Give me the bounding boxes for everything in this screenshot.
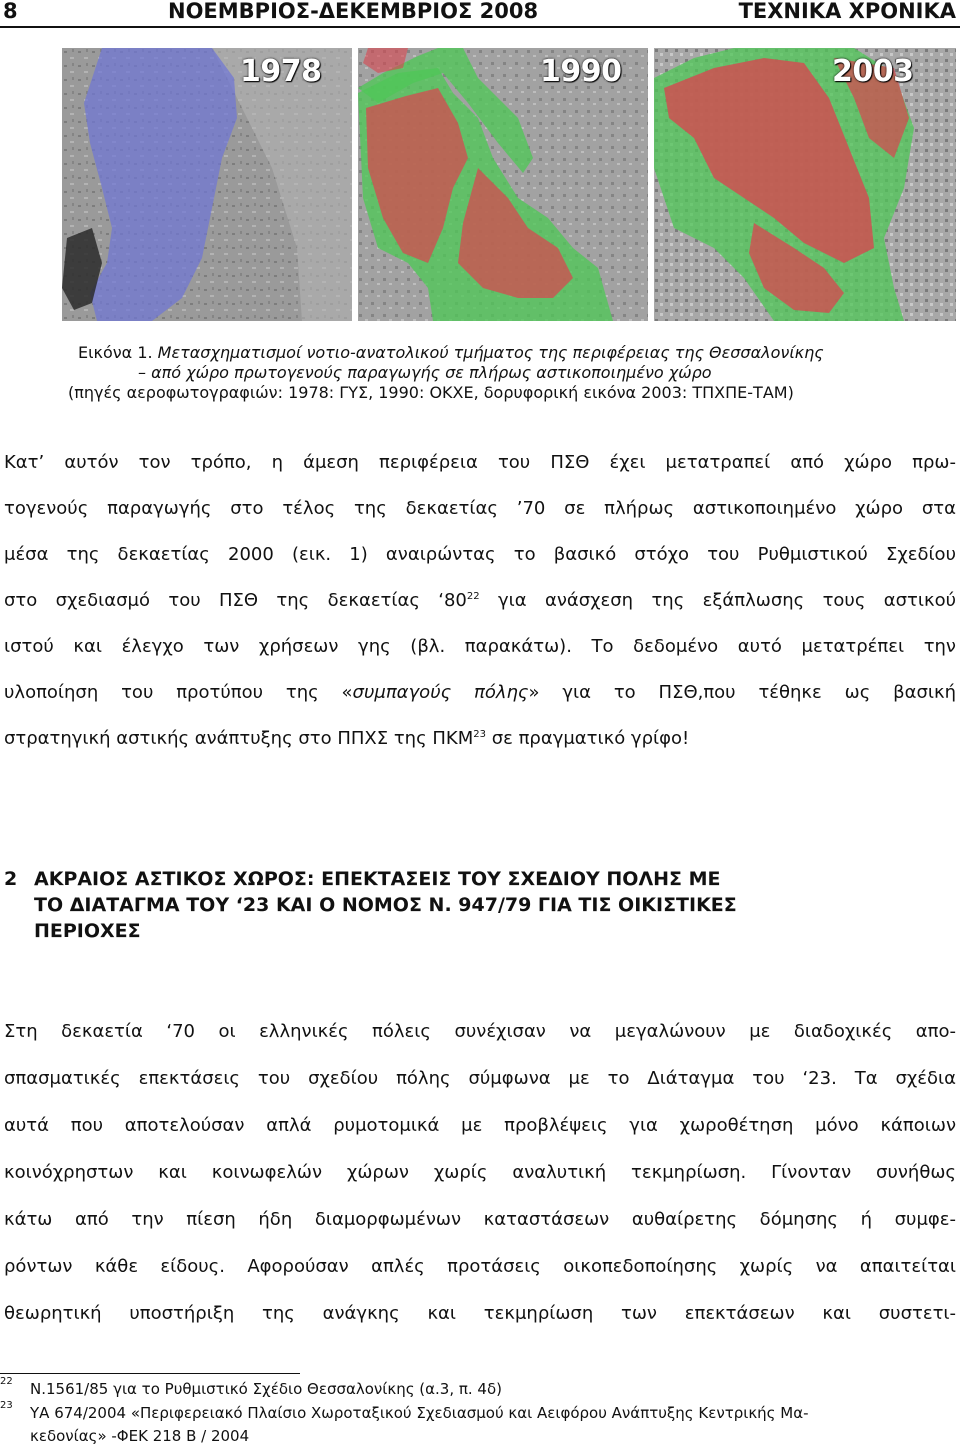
paragraph-line: αυτά που αποτελούσαν απλά ρυμοτομικά με προβλέψεις για χωροθέτηση μόνο κάποιων xyxy=(4,1115,956,1136)
section-number: 2 xyxy=(4,868,18,890)
emphasis-term: συμπαγούς πόλης xyxy=(352,682,529,703)
footnote-text-cont: κεδονίας» -ΦΕΚ 218 Β / 2004 xyxy=(30,1427,250,1445)
footnote-ref: 22 xyxy=(466,591,480,602)
paragraph-line: ρόντων κάθε είδους. Αφορούσαν απλές προτάσεις οικοπεδοποίησης χωρίς να απαιτείται xyxy=(4,1256,956,1277)
aerial-panel-1990 xyxy=(358,48,648,321)
journal-name: ΤΕΧΝΙΚΑ ΧΡΟΝΙΚΑ xyxy=(738,0,956,23)
footnote-rule xyxy=(0,1373,300,1374)
header-rule xyxy=(0,26,960,28)
aerial-panel-1978 xyxy=(62,48,352,321)
aerial-photo-figure xyxy=(62,48,956,321)
caption-label: Εικόνα 1. xyxy=(78,343,153,362)
paragraph-line: θεωρητική υποστήριξη της ανάγκης και τεκμηρίωση των επεκτάσεων και συστετι- xyxy=(4,1303,956,1324)
paragraph-line: μέσα της δεκαετίας 2000 (εικ. 1) αναιρώντας το βασικό στόχο του Ρυθμιστικού Σχεδίου xyxy=(4,544,956,565)
paragraph-line: κοινόχρηστων και κοινωφελών χώρων χωρίς αναλυτική τεκμηρίωση. Γίνονταν συνήθως xyxy=(4,1162,956,1183)
aerial-panel-2003 xyxy=(654,48,956,321)
caption-title-cont: – από χώρο πρωτογενούς παραγωγής σε πλήρως αστικοποιημένο χώρο xyxy=(138,363,712,382)
paragraph-line: κάτω από την πίεση ήδη διαμορφωμένων καταστάσεων αυθαίρετης δόμησης ή συμφε- xyxy=(4,1209,956,1230)
paragraph-line: υλοποίηση του προτύπου της «συμπαγούς πόλης» για το ΠΣΘ,που τέθηκε ως βασική xyxy=(4,682,956,703)
caption-title: Μετασχηματισμοί νοτιο-ανατολικού τμήματος της περιφέρειας της Θεσσαλονίκης xyxy=(157,343,824,362)
paragraph-line: σπασματικές επεκτάσεις του σχεδίου πόλης σύμφωνα με το Διάταγμα του ‘23. Τα σχέδια xyxy=(4,1068,956,1089)
issue-date: ΝΟΕΜΒΡΙΟΣ-ΔΕΚΕΜΒΡΙΟΣ 2008 xyxy=(168,0,539,23)
panel-year-label: 1990 xyxy=(540,54,622,89)
paragraph-line: τογενούς παραγωγής στο τέλος της δεκαετίας ’70 σε πλήρως αστικοποιημένο χώρο στα xyxy=(4,498,956,519)
section-title-line: ΠΕΡΙΟΧΕΣ xyxy=(34,920,141,942)
panel-year-label: 1978 xyxy=(240,54,322,89)
section-title-line: ΑΚΡΑΙΟΣ ΑΣΤΙΚΟΣ ΧΩΡΟΣ: ΕΠΕΚΤΑΣΕΙΣ ΤΟΥ ΣΧΕΔΙΟΥ ΠΟΛΗΣ ΜΕ xyxy=(34,868,721,890)
paragraph-line: Κατ’ αυτόν τον τρόπο, η άμεση περιφέρεια του ΠΣΘ έχει μετατραπεί από χώρο πρω- xyxy=(4,452,956,473)
paragraph-line: στρατηγική αστικής ανάπτυξης στο ΠΠΧΣ της ΠΚΜ$^{23}$ σε πραγματικό γρίφο! xyxy=(4,728,690,749)
footnote-text: ΥΑ 674/2004 «Περιφερειακό Πλαίσιο Χωροταξικού Σχεδιασμού και Αειφόρου Ανάπτυξης Κεντρικής Μα- xyxy=(30,1404,809,1422)
footnote-number: 23 xyxy=(0,1400,13,1411)
paragraph-line: στο σχεδιασμό του ΠΣΘ της δεκαετίας ‘$80^{22}$ για ανάσχεση της εξάπλωσης τους αστικού xyxy=(4,590,956,611)
running-header xyxy=(0,0,960,26)
footnote-number: 22 xyxy=(0,1376,13,1387)
paragraph-line: ιστού και έλεγχο των χρήσεων γης (βλ. παρακάτω). Το δεδομένο αυτό μετατρέπει την xyxy=(4,636,956,657)
caption-sources: (πηγές αεροφωτογραφιών: 1978: ΓΥΣ, 1990: ΟΚΧΕ, δορυφορική εικόνα 2003: ΤΠΧΠΕ-ΤΑΜ) xyxy=(68,383,794,402)
paragraph-line: Στη δεκαετία ‘70 οι ελληνικές πόλεις συνέχισαν να μεγαλώνουν με διαδοχικές απο- xyxy=(4,1021,956,1042)
page-number: 8 xyxy=(3,0,18,23)
section-title-line: ΤΟ ΔΙΑΤΑΓΜΑ ΤΟΥ ‘23 ΚΑΙ Ο ΝΟΜΟΣ Ν. 947/79 ΓΙΑ ΤΙΣ ΟΙΚΙΣΤΙΚΕΣ xyxy=(34,894,737,916)
panel-year-label: 2003 xyxy=(832,54,914,89)
footnote-ref: 23 xyxy=(473,729,486,740)
footnote-text: Ν.1561/85 για το Ρυθμιστικό Σχέδιο Θεσσαλονίκης (α.3, π. 4δ) xyxy=(30,1380,502,1398)
caption-line xyxy=(78,343,824,362)
